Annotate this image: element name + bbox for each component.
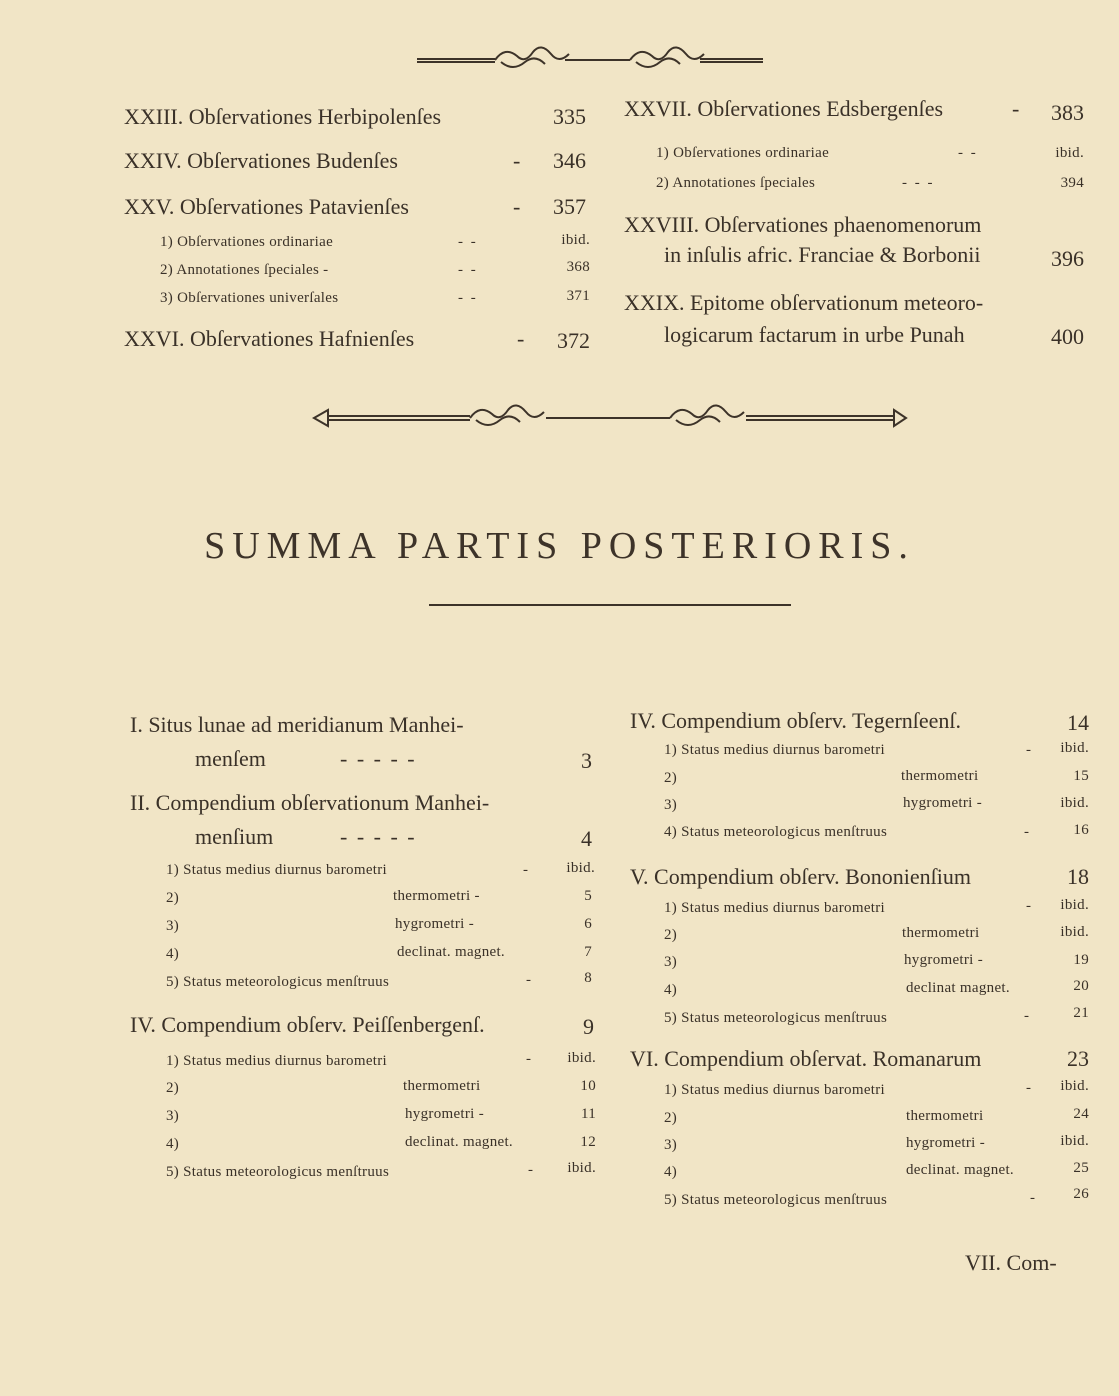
page-number: ibid. (566, 860, 595, 876)
list-item: 3) (166, 918, 180, 934)
list-item: XXIV. Obſervationes Budenſes (124, 148, 398, 173)
page-number: 357 (553, 194, 586, 219)
leader-dash: - (523, 862, 530, 878)
sub-label: thermometri (902, 925, 980, 941)
leader-dash: - (1024, 1008, 1031, 1024)
list-item: XXVIII. Obſervationes phaenomenorum (624, 212, 982, 237)
leader-dash: - - (458, 234, 478, 250)
page-number: 8 (584, 970, 592, 986)
page-number: 394 (1060, 175, 1084, 191)
sub-label: hygrometri - (904, 952, 983, 968)
page-number: 372 (557, 328, 590, 353)
sub-label: declinat. magnet. (906, 1162, 1014, 1178)
list-item: 1) Status medius diurnus barometri (166, 862, 388, 878)
list-item: VI. Compendium obſervat. Romanarum (630, 1046, 982, 1071)
page-number: 5 (584, 888, 592, 904)
list-item: logicarum factarum in urbe Punah (664, 322, 965, 347)
page-number: 16 (1073, 822, 1089, 838)
sub-label: thermometri (906, 1108, 984, 1124)
leader-dash: - (1030, 1190, 1037, 1206)
list-item: 3) Obſervationes univerſales (160, 290, 339, 306)
page-number: ibid. (1060, 924, 1089, 940)
page-number: ibid. (1060, 1133, 1089, 1149)
page-number: 14 (1067, 710, 1089, 735)
page-number: 7 (584, 944, 592, 960)
page-number: 4 (581, 826, 592, 851)
list-item: XXVII. Obſervationes Edsbergenſes (624, 96, 944, 121)
list-item: 1) Status medius diurnus barometri (664, 742, 886, 758)
page-number: 19 (1073, 952, 1089, 968)
page-number: ibid. (1060, 795, 1089, 811)
list-item: 5) Status meteorologicus menſtruus (166, 1164, 390, 1180)
page-number: 11 (580, 1106, 596, 1122)
leader-dash: - (1012, 96, 1022, 121)
list-item: 1) Status medius diurnus barometri (166, 1053, 388, 1069)
list-item: IV. Compendium obſerv. Tegernſeenſ. (630, 708, 962, 733)
leader-dash: - - - (902, 175, 935, 191)
sub-label: declinat. magnet. (397, 944, 505, 960)
list-item: 2) (664, 1110, 678, 1126)
page-number: 346 (553, 148, 586, 173)
list-item: 3) (664, 1137, 678, 1153)
page-number: 400 (1051, 324, 1084, 349)
page-number: 371 (566, 288, 590, 304)
list-item: 4) (664, 1164, 678, 1180)
page-number: ibid. (1060, 1078, 1089, 1094)
list-item: 2) (664, 770, 678, 786)
leader-dash: - (517, 326, 527, 351)
page-number: 26 (1073, 1186, 1089, 1202)
sub-label: hygrometri - (903, 795, 982, 811)
list-item: 5) Status meteorologicus menſtruus (166, 974, 390, 990)
page-number: ibid. (1060, 897, 1089, 913)
leader-dash: - - - - - (340, 824, 417, 849)
page-number: ibid. (1060, 740, 1089, 756)
leader-dash: - (1026, 1080, 1033, 1096)
section-title: SUMMA PARTIS POSTERIORIS. (204, 525, 915, 567)
sub-label: thermometri (403, 1078, 481, 1094)
page-number: 396 (1051, 246, 1084, 271)
page-number: ibid. (567, 1160, 596, 1176)
page-number: 3 (581, 748, 592, 773)
list-item: 4) (166, 946, 180, 962)
leader-dash: - - (458, 262, 478, 278)
leader-dash: - (526, 972, 533, 988)
sub-label: declinat magnet. (906, 980, 1010, 996)
list-item: II. Compendium obſervationum Manhei- (130, 790, 490, 815)
page-number: 24 (1073, 1106, 1089, 1122)
sub-label: declinat. magnet. (405, 1134, 513, 1150)
list-item: 2) (166, 890, 180, 906)
page-number: ibid. (567, 1050, 596, 1066)
list-item: 2) (166, 1080, 180, 1096)
leader-dash: - (1024, 824, 1031, 840)
leader-dash: - (526, 1051, 533, 1067)
list-item: 4) (166, 1136, 180, 1152)
bottom-right-column (610, 0, 1119, 1396)
sub-label: hygrometri - (395, 916, 474, 932)
catchword: VII. Com- (965, 1250, 1057, 1275)
leader-dash: - (1026, 898, 1033, 914)
leader-dash: - (528, 1162, 535, 1178)
list-item: 1) Status medius diurnus barometri (664, 900, 886, 916)
list-item: 3) (664, 954, 678, 970)
leader-dash: - (513, 194, 523, 219)
page-number: 15 (1073, 768, 1089, 784)
list-item: 4) (664, 982, 678, 998)
page-number: 368 (566, 259, 590, 275)
list-item: 2) (664, 927, 678, 943)
sub-label: hygrometri - (906, 1135, 985, 1151)
page-number: 383 (1051, 100, 1084, 125)
list-item: in inſulis afric. Franciae & Borbonii (664, 242, 981, 267)
list-item: 1) Status medius diurnus barometri (664, 1082, 886, 1098)
page-number: 12 (580, 1134, 596, 1150)
page-number: ibid. (561, 232, 590, 248)
list-item: menſium (195, 824, 274, 849)
list-item: 5) Status meteorologicus menſtruus (664, 1010, 888, 1026)
page-number: 9 (583, 1014, 594, 1039)
list-item: 1) Obſervationes ordinariae (160, 234, 334, 250)
leader-dash: - - - - - (340, 746, 417, 771)
leader-dash: - (513, 148, 523, 173)
leader-dash: - - (458, 290, 478, 306)
list-item: IV. Compendium obſerv. Peiſſenbergenſ. (130, 1012, 485, 1037)
list-item: I. Situs lunae ad meridianum Manhei- (130, 712, 464, 737)
list-item: 2) Annotationes ſpeciales (656, 175, 816, 191)
page-number: 335 (553, 104, 586, 129)
sub-label: hygrometri - (405, 1106, 484, 1122)
page-number: 18 (1067, 864, 1089, 889)
page-number: ibid. (1055, 145, 1084, 161)
list-item: V. Compendium obſerv. Bononienſium (630, 864, 971, 889)
list-item: XXVI. Obſervationes Hafnienſes (124, 326, 415, 351)
page-number: 25 (1073, 1160, 1089, 1176)
list-item: XXIII. Obſervationes Herbipolenſes (124, 104, 442, 129)
leader-dash: - (1026, 742, 1033, 758)
list-item: 5) Status meteorologicus menſtruus (664, 1192, 888, 1208)
list-item: 1) Obſervationes ordinariae (656, 145, 830, 161)
list-item: XXV. Obſervationes Patavienſes (124, 194, 409, 219)
page-number: 21 (1073, 1005, 1089, 1021)
page-number: 6 (584, 916, 592, 932)
list-item: XXIX. Epitome obſervationum meteoro- (624, 290, 984, 315)
page-number: 20 (1073, 978, 1089, 994)
list-item: 3) (166, 1108, 180, 1124)
list-item: menſem (195, 746, 266, 771)
sub-label: thermometri (901, 768, 979, 784)
sub-label: thermometri - (393, 888, 480, 904)
list-item: 3) (664, 797, 678, 813)
leader-dash: - - (958, 145, 978, 161)
list-item: 4) Status meteorologicus menſtruus (664, 824, 888, 840)
page-number: 23 (1067, 1046, 1089, 1071)
page-number: 10 (580, 1078, 596, 1094)
list-item: 2) Annotationes ſpeciales - (160, 262, 329, 278)
